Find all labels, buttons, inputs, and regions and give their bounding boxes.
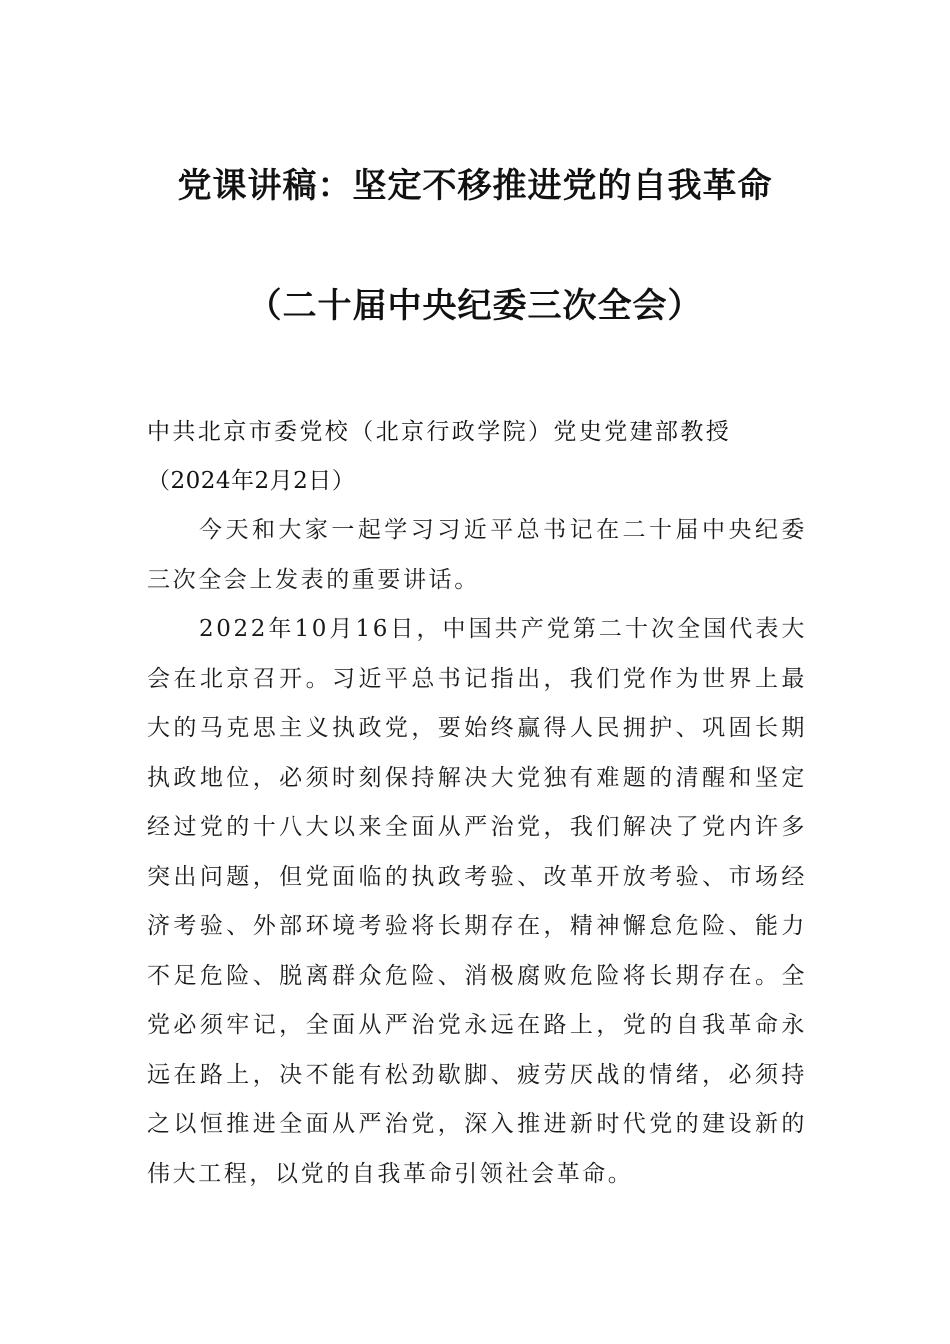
document-subtitle: （二十届中央纪委三次全会） xyxy=(247,286,703,326)
paragraph xyxy=(147,506,807,605)
paragraph xyxy=(147,605,807,1199)
paragraph-text: 2022年10月16日，中国共产党第二十次全国代表大会在北京召开。习近平总书记指出，我们党作为世界上最大的马克思主义执政党，要始终赢得人民拥护、巩固长期执政地位，必须时刻保持解决大党独有难题的清醒和坚定经过党的十八大以来全面从严治党，我们解决了党内许多突出问题，但党面临的执政考验、改革开放考验、市场经济考验、外部环境考验将长期存在，精神懈怠危险、能力不足危险、脱离群众危险、消极腐败危险将长期存在。全党必须牢记，全面从严治党永远在路上，党的自我革命永远在路上，决不能有松劲歇脚、疲劳厌战的情绪，必须持之以恒推进全面从严治党，深入推进新时代党的建设新的伟大工程，以党的自我革命引领社会革命。 xyxy=(147,616,807,1187)
date-line: （2024年2月2日） xyxy=(147,468,356,494)
document-title: 党课讲稿：坚定不移推进党的自我革命 xyxy=(177,166,773,206)
author-line: 中共北京市委党校（北京行政学院）党史党建部教授 xyxy=(147,419,732,445)
paragraph-text: 今天和大家一起学习习近平总书记在二十届中央纪委三次全会上发表的重要讲话。 xyxy=(147,517,807,593)
